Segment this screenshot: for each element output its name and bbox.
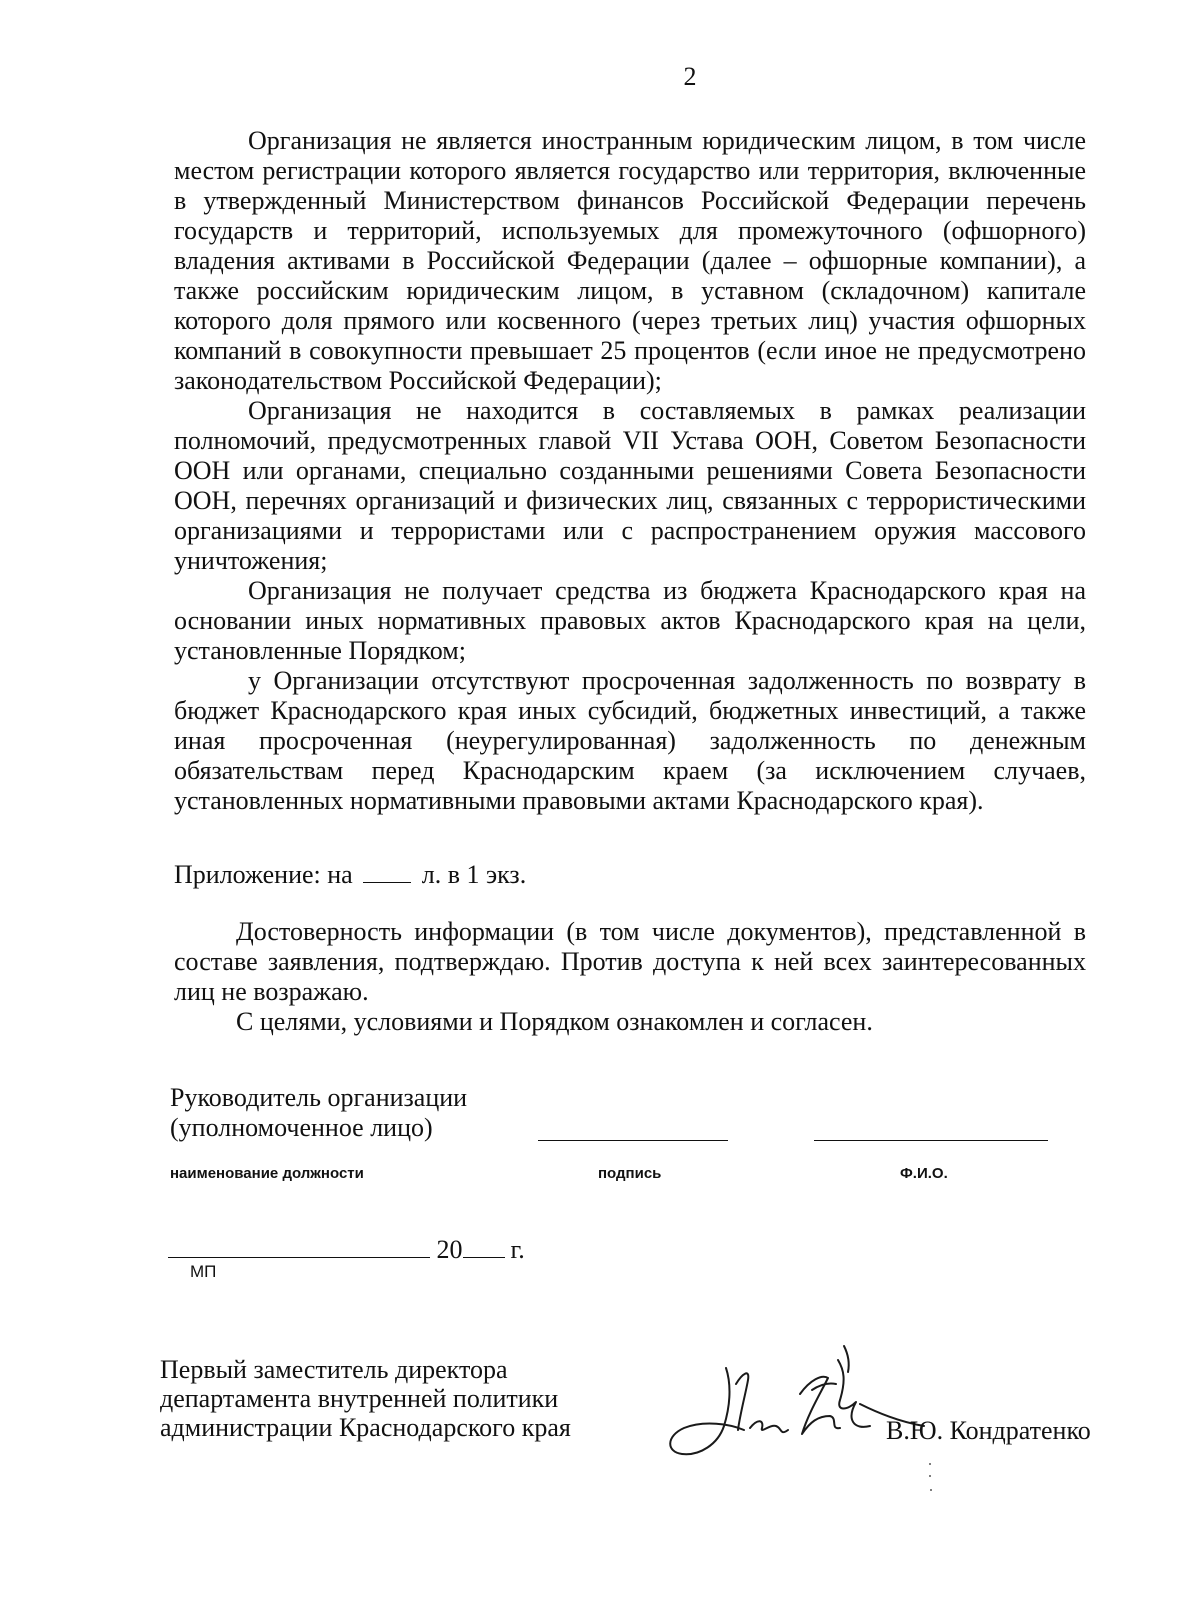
caption-signature: подпись [598,1165,662,1182]
footer-position [160,1355,571,1442]
confirmation-agreement: С целями, условиями и Порядком ознакомлен и согласен. [236,1007,873,1036]
conditions-list [174,126,1086,816]
handwritten-signature [660,1330,930,1490]
signer-line-2: (уполномоченное лицо) [170,1113,433,1142]
signer-line-1: Руководитель организации [170,1083,468,1112]
date-year-suffix: г. [510,1235,525,1264]
confirmation-reliability: Достоверность информации (в том числе документов), представленной в составе заявления, подтверждаю. Против доступа к ней всех заинтересованных лиц не возражаю. [174,917,1086,1006]
confirmation-block [174,917,1086,1037]
stamp-place-label: МП [190,1262,217,1281]
page-number: 2 [683,62,697,91]
footer-position-line-2: департамента внутренней политики [160,1384,559,1413]
full-name-field[interactable] [814,1140,1048,1141]
paragraph-un-sanctions: Организация не находится в составляемых в рамках реализации полномочий, предусмотренных главой VII Устава ООН, Советом Безопасности ООН или органами, специально созданными решениями Совета Безопасности ООН, перечнях организаций и физических лиц, связанных с террористическими организациями и террористами или с распространением оружия массового уничтожения; [174,396,1086,575]
caption-position: наименование должности [170,1165,364,1182]
annex-line [174,860,526,890]
signer-title [170,1083,467,1143]
scan-artifact [925,1460,935,1500]
paragraph-offshore: Организация не является иностранным юридическим лицом, в том числе местом регистрации которого является государство или территория, включенные в утвержденный Министерством финансов Российской Федерации перечень государств и территорий, используемых для промежуточного (офшорного) владения активами в Российской Федерации (далее – офшорные компании), а также российским юридическим лицом, в уставном (складочном) капитале которого доля прямого или косвенного (через третьих лиц) участия офшорных компаний в совокупности превышает 25 процентов (если иное не предусмотрено законодательством Российской Федерации); [174,126,1086,395]
footer-position-line-1: Первый заместитель директора [160,1355,508,1384]
paragraph-debt: у Организации отсутствуют просроченная задолженность по возврату в бюджет Краснодарского края иных субсидий, бюджетных инвестиций, а также иная просроченная (неурегулированная) задолженность по денежным обязательствам перед Краснодарским краем (за исключением случаев, установленных нормативными правовыми актами Краснодарского края). [174,666,1086,815]
annex-pages-blank[interactable] [363,860,411,883]
date-line [168,1233,525,1265]
annex-prefix: Приложение: на [174,860,353,889]
paragraph-budget-funds: Организация не получает средства из бюджета Краснодарского края на основании иных нормативных правовых актов Краснодарского края на цели, установленные Порядком; [174,576,1086,665]
annex-suffix: л. в 1 экз. [421,860,527,889]
date-year-field[interactable] [463,1233,505,1258]
footer-position-line-3: администрации Краснодарского края [160,1413,571,1442]
date-year-prefix: 20 [436,1235,463,1264]
caption-name: Ф.И.О. [900,1165,948,1182]
date-day-month-field[interactable] [168,1233,430,1258]
footer-signer-name: В.Ю. Кондратенко [886,1416,1091,1445]
signature-field[interactable] [538,1140,728,1141]
